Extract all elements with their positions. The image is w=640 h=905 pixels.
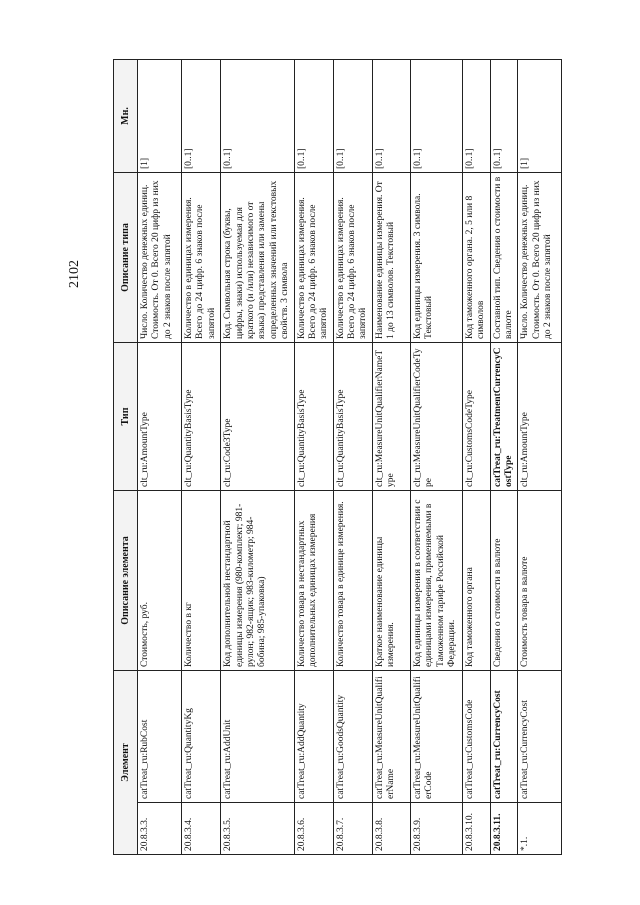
type-description: Количество в единицах измерения. Всего до 24 цифр. 6 знаков после запятой xyxy=(294,173,333,343)
element-description: Код единицы измерения в соответствии с единицами измерения, применяемыми в Таможенном тарифе Российской Федерации. xyxy=(410,491,462,671)
element-name: catTreat_ru:QuantityKg xyxy=(182,671,221,803)
element-name: catTreat_ru:MeasureUnitQualifierCode xyxy=(410,671,462,803)
element-description: Код таможенного органа xyxy=(462,491,490,671)
type-description: Код таможенного органа. 2, 5 или 8 символов xyxy=(462,173,490,343)
type-description: Количество в единицах измерения. Всего до 24 цифр. 6 знаков после запятой xyxy=(333,173,372,343)
header-type: Тип xyxy=(114,343,138,491)
element-name: catTreat_ru:CurrencyCost xyxy=(518,671,562,803)
table-row xyxy=(518,60,562,855)
table-row xyxy=(462,60,490,855)
multiplicity: [0..1] xyxy=(490,60,518,173)
element-description: Сведения о стоимости в валюте xyxy=(490,491,518,671)
element-description: Количество в кг xyxy=(182,491,221,671)
row-number: 20.8.3.11. xyxy=(490,803,518,855)
type-name: catTreat_ru:TreatmentCurrencyCostType xyxy=(490,343,518,491)
row-number: 20.8.3.10. xyxy=(462,803,490,855)
type-name: clt_ru:MeasureUnitQualifierCodeType xyxy=(410,343,462,491)
element-description: Код дополнительной нестандартной единицы измерения (980-комплект; 981-рулон; 982-ящик; 983-километр; 984-бобина; 985-упаковка) xyxy=(221,491,294,671)
element-description: Стоимость, руб. xyxy=(138,491,182,671)
type-description: Код единицы измерения. 3 символа. Текстовый xyxy=(410,173,462,343)
type-name: clt_ru:QuantityBasisType xyxy=(294,343,333,491)
type-description: Количество в единицах измерения. Всего до 24 цифр. 6 знаков после запятой xyxy=(182,173,221,343)
element-name: catTreat_ru:GoodsQuantity xyxy=(333,671,372,803)
multiplicity: [0..1] xyxy=(221,60,294,173)
type-description: Составной тип. Сведения о стоимости в валюте xyxy=(490,173,518,343)
type-name: clt_ru:QuantityBasisType xyxy=(182,343,221,491)
header-element-description: Описание элемента xyxy=(114,491,138,671)
element-name: catTreat_ru:AddUnit xyxy=(221,671,294,803)
row-number: 20.8.3.5. xyxy=(221,803,294,855)
element-table xyxy=(113,59,562,855)
table-row xyxy=(372,60,410,855)
element-name: catTreat_ru:CustomsCode xyxy=(462,671,490,803)
type-name: clt_ru:MeasureUnitQualifierNameType xyxy=(372,343,410,491)
multiplicity: [1] xyxy=(518,60,562,173)
row-number: 20.8.3.7. xyxy=(333,803,372,855)
element-name: catTreat_ru:MeasureUnitQualifierName xyxy=(372,671,410,803)
multiplicity: [0..1] xyxy=(182,60,221,173)
element-description: Количество товара в нестандартных дополнительных единицах измерения xyxy=(294,491,333,671)
table-row xyxy=(138,60,182,855)
table-row xyxy=(410,60,462,855)
row-number: 20.8.3.6. xyxy=(294,803,333,855)
table-row xyxy=(182,60,221,855)
type-description: Число. Количество денежных единиц. Стоимость. От 0. Всего 20 цифр из них до 2 знаков после запятой xyxy=(138,173,182,343)
element-description: Стоимость товара в валюте xyxy=(518,491,562,671)
row-number: *.1. xyxy=(518,803,562,855)
element-description: Количество товара в единице измерения. xyxy=(333,491,372,671)
multiplicity: [0..1] xyxy=(333,60,372,173)
table-header-row xyxy=(114,60,138,855)
header-type-description: Описание типа xyxy=(114,173,138,343)
multiplicity: [0..1] xyxy=(294,60,333,173)
row-number: 20.8.3.3. xyxy=(138,803,182,855)
type-description: Наименование единицы измерения. От 1 до 13 символов. Текстовый xyxy=(372,173,410,343)
type-description: Код. Символьная строка (буквы, цифры, знаки) используемая для краткого (и /или) независимого от языка) представления или замены определенных значений или текстовых свойств. 3 символа xyxy=(221,173,294,343)
multiplicity: [0..1] xyxy=(372,60,410,173)
table-row xyxy=(333,60,372,855)
header-multiplicity: Мн. xyxy=(114,60,138,173)
multiplicity: [0..1] xyxy=(410,60,462,173)
type-name: clt_ru:Code3Type xyxy=(221,343,294,491)
table-row xyxy=(221,60,294,855)
type-name: clt_ru:AmountType xyxy=(138,343,182,491)
element-name: catTreat_ru:RubCost xyxy=(138,671,182,803)
element-name: catTreat_ru:AddQuantity xyxy=(294,671,333,803)
header-element: Элемент xyxy=(114,671,138,855)
rotated-table-container xyxy=(113,60,554,855)
element-description: Краткое наименование единицы измерения. xyxy=(372,491,410,671)
table-row xyxy=(294,60,333,855)
type-name: clt_ru:AmountType xyxy=(518,343,562,491)
row-number: 20.8.3.4. xyxy=(182,803,221,855)
table-area xyxy=(113,60,554,855)
multiplicity: [0..1] xyxy=(462,60,490,173)
table-row xyxy=(490,60,518,855)
table-body xyxy=(138,60,562,855)
page-number: 2102 xyxy=(67,260,82,288)
type-name: clt_ru:CustomsCodeType xyxy=(462,343,490,491)
row-number: 20.8.3.8. xyxy=(372,803,410,855)
type-description: Число. Количество денежных единиц. Стоимость. От 0. Всего 20 цифр из них до 2 знаков после запятой xyxy=(518,173,562,343)
row-number: 20.8.3.9. xyxy=(410,803,462,855)
type-name: clt_ru:QuantityBasisType xyxy=(333,343,372,491)
element-name: catTreat_ru:CurrencyCost xyxy=(490,671,518,803)
multiplicity: [1] xyxy=(138,60,182,173)
